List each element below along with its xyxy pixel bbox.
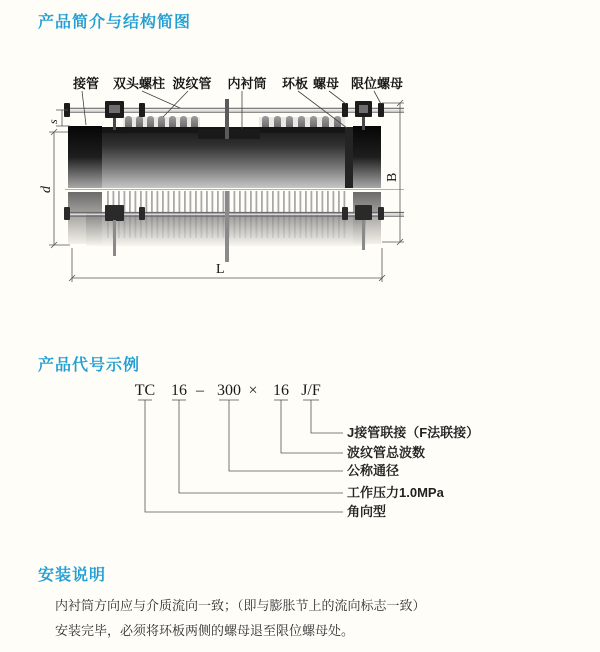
callout-working-pressure: 工作压力1.0MPa — [347, 485, 444, 500]
install-notes — [55, 593, 426, 643]
dim-d-label: d — [39, 186, 54, 193]
dim-s-label: s — [46, 119, 60, 124]
part-label-ring-plate: 环板 — [281, 76, 309, 91]
dim-l-label: L — [216, 262, 225, 277]
code-seg-pressure: 16 — [171, 382, 187, 399]
install-note-line2: 安装完毕，必须将环板两侧的螺母退至限位螺母处。 — [55, 623, 355, 638]
callout-wave-count: 波纹管总波数 — [347, 445, 426, 460]
code-section-title: 产品代号示例 — [38, 357, 141, 374]
product-code-example — [100, 373, 590, 533]
part-label-inner-liner: 内衬筒 — [227, 76, 267, 91]
right-ring-plate — [345, 127, 353, 188]
part-label-nut: 螺母 — [312, 76, 340, 91]
install-note-line1: 内衬筒方向应与介质流向一致；（即与膨胀节上的流向标志一致） — [55, 598, 426, 613]
dim-b-label: B — [385, 172, 400, 182]
right-end-pipe — [353, 126, 381, 188]
part-label-limit-nut: 限位螺母 — [350, 76, 404, 91]
part-label-bellows: 波纹管 — [172, 76, 212, 91]
dim-b-lines — [382, 100, 404, 245]
callout-nominal-diameter: 公称通径 — [347, 463, 400, 478]
code-seg-diameter: 300 — [217, 382, 241, 399]
intro-section-title: 产品简介与结构简图 — [38, 14, 192, 31]
callout-connection: J接管联接（F法联接） — [347, 425, 480, 440]
left-end-pipe — [68, 126, 102, 188]
code-seg-times: × — [248, 382, 258, 399]
callout-lines — [138, 400, 343, 512]
code-seg-connection: J/F — [301, 382, 321, 399]
code-seg-type: TC — [134, 382, 156, 399]
nut-face-right — [359, 105, 368, 113]
structure-diagram — [30, 60, 470, 310]
code-seg-waves: 16 — [273, 382, 289, 399]
install-section-title: 安装说明 — [38, 567, 107, 584]
part-label-pipe-end: 接管 — [72, 76, 100, 91]
part-label-stud: 双头螺柱 — [112, 76, 166, 91]
nut-face-left — [109, 105, 120, 113]
code-seg-dash: – — [196, 382, 204, 399]
callout-angular-type: 角向型 — [347, 504, 387, 519]
